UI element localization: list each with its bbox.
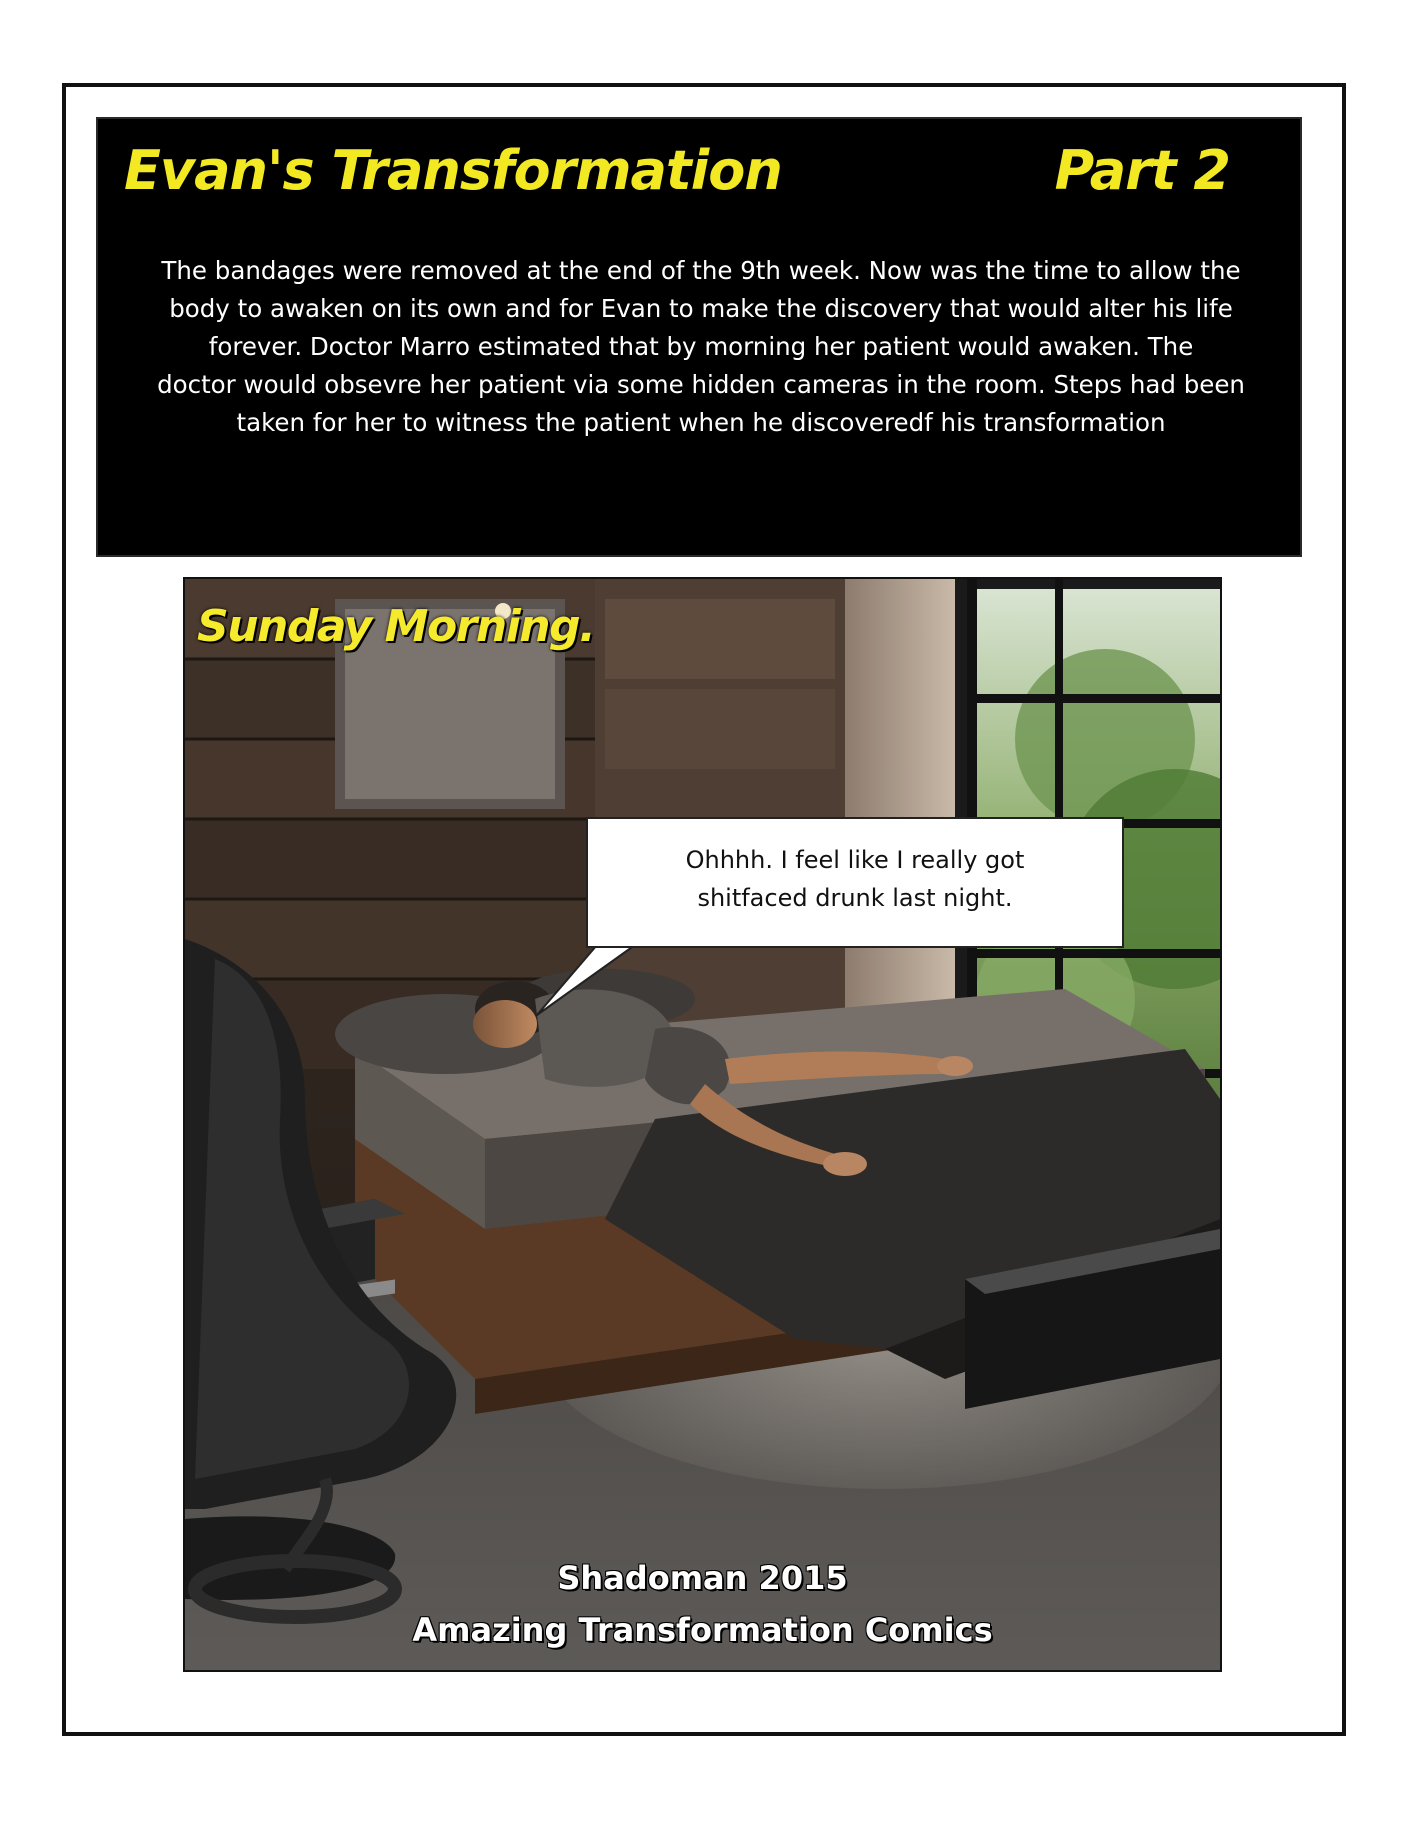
credits <box>185 1552 1220 1656</box>
narration-caption-box <box>96 117 1302 557</box>
speech-text <box>588 841 1122 917</box>
narration-line: body to awaken on its own and for Evan to make the discovery that would alter his life <box>169 294 1233 323</box>
speech-line: Ohhhh. I feel like I really got <box>685 846 1025 874</box>
bedroom-scene-illustration <box>185 579 1220 1670</box>
narration-line: forever. Doctor Marro estimated that by morning her patient would awaken. The <box>208 332 1194 361</box>
time-caption: Sunday Morning. <box>197 601 595 652</box>
speech-line: shitfaced drunk last night. <box>697 884 1013 912</box>
narration-line: doctor would obsevre her patient via some hidden cameras in the room. Steps had been <box>157 370 1245 399</box>
narration-line: taken for her to witness the patient when he discoveredf his transformation <box>236 408 1166 437</box>
narration-text <box>128 252 1274 442</box>
comic-title: Evan's Transformation <box>124 139 782 202</box>
publisher-credit: Amazing Transformation Comics <box>412 1611 993 1649</box>
speech-bubble <box>586 817 1124 948</box>
part-number: Part 2 <box>1054 139 1230 202</box>
narration-line: The bandages were removed at the end of the 9th week. Now was the time to allow the <box>161 256 1241 285</box>
comic-panel <box>183 577 1222 1672</box>
author-credit: Shadoman 2015 <box>557 1559 848 1597</box>
